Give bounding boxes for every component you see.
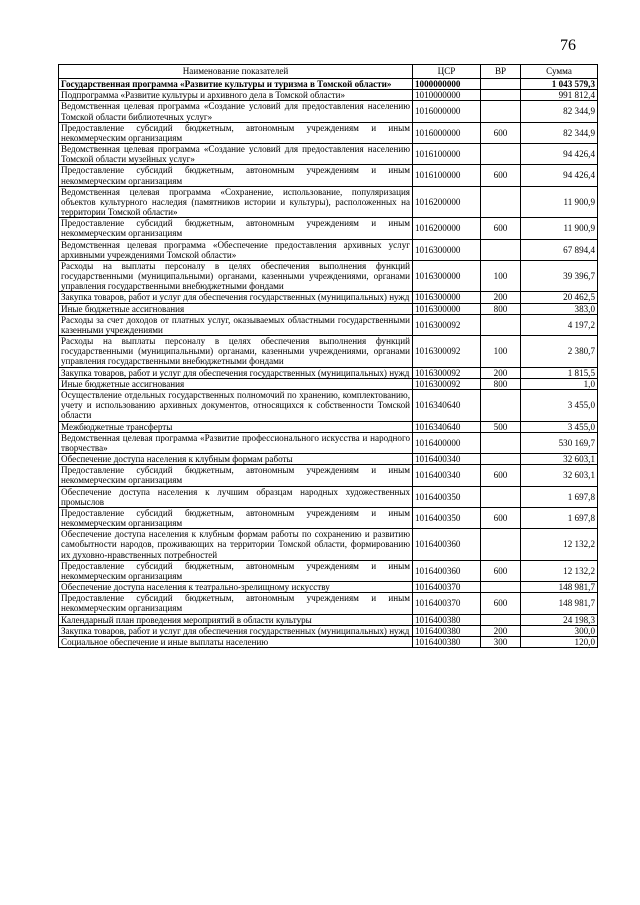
table-row [59, 292, 598, 303]
row-sum-cell: 991 812,4 [521, 90, 598, 101]
row-csr-cell: 1000000000 [413, 79, 481, 90]
row-vr-cell [481, 614, 521, 625]
row-sum-cell: 20 462,5 [521, 292, 598, 303]
row-sum-cell: 1,0 [521, 378, 598, 389]
row-sum-cell: 3 455,0 [521, 421, 598, 432]
row-csr-cell: 1016400360 [413, 529, 481, 561]
row-vr-cell [481, 432, 521, 453]
table-row [59, 314, 598, 335]
row-sum-cell: 39 396,7 [521, 260, 598, 292]
row-sum-cell: 300,0 [521, 625, 598, 636]
row-vr-cell [481, 79, 521, 90]
row-csr-cell: 1016300092 [413, 336, 481, 368]
row-vr-cell [481, 90, 521, 101]
row-vr-cell [481, 454, 521, 465]
row-name-cell: Расходы на выплаты персоналу в целях обеспечения выполнения функций государственными (муниципальными) органами, казенными учреждениями, органами управления государственными внебюджетными фондами [59, 336, 413, 368]
row-sum-cell: 24 198,3 [521, 614, 598, 625]
table-row [59, 378, 598, 389]
row-name-cell: Календарный план проведения мероприятий в области культуры [59, 614, 413, 625]
row-csr-cell: 1016300092 [413, 314, 481, 335]
row-sum-cell: 148 981,7 [521, 593, 598, 614]
row-vr-cell [481, 529, 521, 561]
row-name-cell: Государственная программа «Развитие культуры и туризма в Томской области» [59, 79, 413, 90]
row-sum-cell: 12 132,2 [521, 560, 598, 581]
row-csr-cell: 1016400350 [413, 507, 481, 528]
row-sum-cell: 383,0 [521, 303, 598, 314]
row-vr-cell: 100 [481, 336, 521, 368]
row-name-cell: Обеспечение доступа населения к клубным формам работы по сохранению и развитию самобытности народов, проживающих на территории Томской области, формированию их духовно-нравственных потребностей [59, 529, 413, 561]
row-csr-cell: 1016000000 [413, 101, 481, 122]
row-name-cell: Предоставление субсидий бюджетным, автономным учреждениям и иным некоммерческим организациям [59, 560, 413, 581]
row-sum-cell: 3 455,0 [521, 389, 598, 421]
table-row [59, 90, 598, 101]
row-name-cell: Предоставление субсидий бюджетным, автономным учреждениям и иным некоммерческим организациям [59, 465, 413, 486]
row-sum-cell: 94 426,4 [521, 165, 598, 186]
row-name-cell: Обеспечение доступа населения к клубным формам работы [59, 454, 413, 465]
row-name-cell: Иные бюджетные ассигнования [59, 378, 413, 389]
row-vr-cell [481, 582, 521, 593]
row-name-cell: Ведомственная целевая программа «Развитие профессионального искусства и народного творчества» [59, 432, 413, 453]
table-header-row [59, 65, 598, 79]
table-row [59, 165, 598, 186]
row-csr-cell: 1016200000 [413, 218, 481, 239]
row-vr-cell: 600 [481, 593, 521, 614]
row-csr-cell: 1016400360 [413, 560, 481, 581]
table-row [59, 389, 598, 421]
row-sum-cell: 82 344,9 [521, 101, 598, 122]
row-csr-cell: 1016400370 [413, 593, 481, 614]
row-vr-cell: 200 [481, 367, 521, 378]
table-row [59, 432, 598, 453]
row-vr-cell: 200 [481, 625, 521, 636]
row-sum-cell: 67 894,4 [521, 239, 598, 260]
row-name-cell: Расходы за счет доходов от платных услуг, оказываемых областными государственными казенными учреждениями [59, 314, 413, 335]
row-csr-cell: 1016400350 [413, 486, 481, 507]
row-sum-cell: 94 426,4 [521, 144, 598, 165]
row-vr-cell: 300 [481, 636, 521, 647]
row-name-cell: Обеспечение доступа населения к лучшим образцам народных художественных промыслов [59, 486, 413, 507]
table-row [59, 144, 598, 165]
row-sum-cell: 1 043 579,3 [521, 79, 598, 90]
row-csr-cell: 1016300000 [413, 292, 481, 303]
table-row [59, 260, 598, 292]
row-vr-cell: 600 [481, 218, 521, 239]
table-row [59, 336, 598, 368]
row-sum-cell: 1 815,5 [521, 367, 598, 378]
row-vr-cell: 800 [481, 378, 521, 389]
row-csr-cell: 1016340640 [413, 389, 481, 421]
row-csr-cell: 1016340640 [413, 421, 481, 432]
row-sum-cell: 32 603,1 [521, 454, 598, 465]
row-vr-cell: 600 [481, 560, 521, 581]
row-name-cell: Закупка товаров, работ и услуг для обеспечения государственных (муниципальных) нужд [59, 625, 413, 636]
table-body [59, 79, 598, 648]
row-sum-cell: 1 697,8 [521, 486, 598, 507]
row-name-cell: Ведомственная целевая программа «Создание условий для предоставления населению Томской области библиотечных услуг» [59, 101, 413, 122]
row-sum-cell: 148 981,7 [521, 582, 598, 593]
table-row [59, 421, 598, 432]
header-csr: ЦСР [413, 65, 481, 79]
row-sum-cell: 530 169,7 [521, 432, 598, 453]
row-name-cell: Закупка товаров, работ и услуг для обеспечения государственных (муниципальных) нужд [59, 292, 413, 303]
row-name-cell: Предоставление субсидий бюджетным, автономным учреждениям и иным некоммерческим организациям [59, 165, 413, 186]
table-row [59, 454, 598, 465]
row-sum-cell: 11 900,9 [521, 186, 598, 218]
table-row [59, 218, 598, 239]
row-csr-cell: 1016200000 [413, 186, 481, 218]
row-csr-cell: 1016000000 [413, 122, 481, 143]
row-name-cell: Ведомственная целевая программа «Обеспечение предоставления архивных услуг архивными учреждениями Томской области» [59, 239, 413, 260]
row-name-cell: Предоставление субсидий бюджетным, автономным учреждениям и иным некоммерческим организациям [59, 122, 413, 143]
row-sum-cell: 2 380,7 [521, 336, 598, 368]
table-row [59, 593, 598, 614]
row-csr-cell: 1016400340 [413, 465, 481, 486]
budget-table [58, 64, 598, 648]
row-name-cell: Осуществление отдельных государственных полномочий по хранению, комплектованию, учету и использованию архивных документов, относящихся к собственности Томской области [59, 389, 413, 421]
header-vr: ВР [481, 65, 521, 79]
table-row [59, 560, 598, 581]
row-vr-cell: 600 [481, 165, 521, 186]
table-row [59, 239, 598, 260]
row-sum-cell: 12 132,2 [521, 529, 598, 561]
row-name-cell: Обеспечение доступа населения к театрально-зрелищному искусству [59, 582, 413, 593]
row-sum-cell: 11 900,9 [521, 218, 598, 239]
row-vr-cell: 600 [481, 507, 521, 528]
row-csr-cell: 1016300000 [413, 239, 481, 260]
row-csr-cell: 1016400340 [413, 454, 481, 465]
row-sum-cell: 1 697,8 [521, 507, 598, 528]
table-row [59, 625, 598, 636]
row-name-cell: Подпрограмма «Развитие культуры и архивного дела в Томской области» [59, 90, 413, 101]
row-name-cell: Предоставление субсидий бюджетным, автономным учреждениям и иным некоммерческим организациям [59, 593, 413, 614]
row-name-cell: Закупка товаров, работ и услуг для обеспечения государственных (муниципальных) нужд [59, 367, 413, 378]
row-name-cell: Предоставление субсидий бюджетным, автономным учреждениям и иным некоммерческим организациям [59, 507, 413, 528]
table-row [59, 79, 598, 90]
header-sum: Сумма [521, 65, 598, 79]
row-name-cell: Ведомственная целевая программа «Сохранение, использование, популяризация объектов культурного наследия (памятников истории и культуры), расположенных на территории Томской области» [59, 186, 413, 218]
table-row [59, 101, 598, 122]
row-vr-cell: 800 [481, 303, 521, 314]
row-vr-cell: 100 [481, 260, 521, 292]
table-row [59, 507, 598, 528]
row-csr-cell: 1016400380 [413, 625, 481, 636]
table-row [59, 367, 598, 378]
row-vr-cell [481, 239, 521, 260]
row-vr-cell: 600 [481, 465, 521, 486]
row-csr-cell: 1016400370 [413, 582, 481, 593]
table-row [59, 186, 598, 218]
row-vr-cell: 500 [481, 421, 521, 432]
table-row [59, 582, 598, 593]
row-csr-cell: 1016300092 [413, 378, 481, 389]
row-sum-cell: 120,0 [521, 636, 598, 647]
row-csr-cell: 1016300000 [413, 260, 481, 292]
table-row [59, 486, 598, 507]
table-row [59, 465, 598, 486]
table-row [59, 529, 598, 561]
row-vr-cell: 600 [481, 122, 521, 143]
table-row [59, 614, 598, 625]
header-name: Наименование показателей [59, 65, 413, 79]
table-row [59, 122, 598, 143]
row-csr-cell: 1016300092 [413, 367, 481, 378]
row-csr-cell: 1016300000 [413, 303, 481, 314]
row-sum-cell: 82 344,9 [521, 122, 598, 143]
row-name-cell: Предоставление субсидий бюджетным, автономным учреждениям и иным некоммерческим организациям [59, 218, 413, 239]
row-csr-cell: 1016100000 [413, 165, 481, 186]
row-csr-cell: 1016400380 [413, 614, 481, 625]
row-name-cell: Расходы на выплаты персоналу в целях обеспечения выполнения функций государственными (муниципальными) органами, казенными учреждениями, органами управления государственными внебюджетными фондами [59, 260, 413, 292]
row-name-cell: Межбюджетные трансферты [59, 421, 413, 432]
row-name-cell: Иные бюджетные ассигнования [59, 303, 413, 314]
row-vr-cell [481, 186, 521, 218]
row-sum-cell: 32 603,1 [521, 465, 598, 486]
row-name-cell: Социальное обеспечение и иные выплаты населению [59, 636, 413, 647]
row-vr-cell [481, 314, 521, 335]
row-vr-cell [481, 101, 521, 122]
row-vr-cell [481, 389, 521, 421]
row-vr-cell [481, 144, 521, 165]
row-csr-cell: 1016400380 [413, 636, 481, 647]
row-sum-cell: 4 197,2 [521, 314, 598, 335]
row-vr-cell [481, 486, 521, 507]
row-vr-cell: 200 [481, 292, 521, 303]
row-csr-cell: 1010000000 [413, 90, 481, 101]
table-row [59, 303, 598, 314]
row-name-cell: Ведомственная целевая программа «Создание условий для предоставления населению Томской области музейных услуг» [59, 144, 413, 165]
table-row [59, 636, 598, 647]
row-csr-cell: 1016100000 [413, 144, 481, 165]
row-csr-cell: 1016400000 [413, 432, 481, 453]
page-number: 76 [560, 37, 576, 54]
